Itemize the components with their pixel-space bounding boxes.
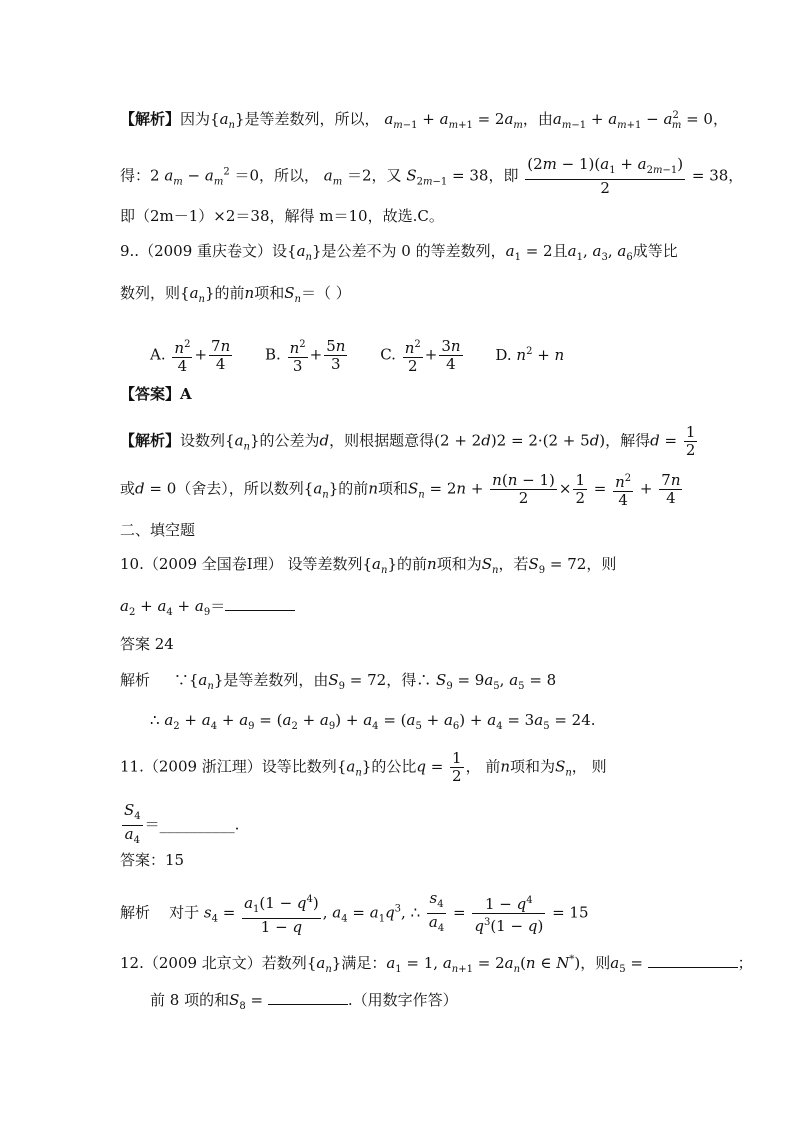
- answer-blank: [648, 953, 738, 968]
- q10-stem-line1: 10.（2009 全国卷Ⅰ理） 设等差数列$\{a_n\}$的前n项和为$S_n$，若$S_9 = 72$，则: [120, 555, 617, 576]
- q10-solution-line1: 解析 $\because\{a_n\}$是等差数列，由$S_9 = 72$，得∴ $S_9 = 9a_5$, $a_5 = 8$: [120, 671, 557, 692]
- solution-tag: 【解析】: [120, 110, 181, 128]
- solution-tag: 【解析】: [120, 431, 181, 450]
- q8-solution-line3: 即（2m－1）×2＝38，解得 m＝10，故选.C。: [120, 207, 444, 225]
- option-d: D. $n^2 + n$: [495, 345, 565, 364]
- q9-solution-line2: 或d = 0（舍去），所以数列$\{a_n\}$的前n项和$S_n = 2n$ + $\frac{n(n - 1)}{2}$ × $\frac{1}{2}$ = $\frac{n^2}{4}$ + $\frac{7n}{4}$: [120, 471, 681, 509]
- q11-solution: 解析 对于 $s_4$ = $\frac{a_1(1 - q^4)}{1 - q}$ , $a_4 = a_1q^3$, ∴ $\frac{s_4}{a_4}$ = $\frac{1 - q^4}{q^3(1 - q)}$ = 15: [120, 889, 589, 936]
- q10-solution-line2: ∴ $a_2 + a_4 + a_9 = (a_2 + a_9) + a_4 = (a_5 + a_6) + a_4 = 3a_5 = 24$.: [150, 711, 596, 732]
- fraction: $\frac{(2m - 1)(a_1 + a_{2m-1})}{2}$: [527, 155, 684, 197]
- q10-stem-line2: $a_2 + a_4 + a_9=$: [120, 596, 295, 623]
- q9-solution-line1: 【解析】设数列$\{a_n\}$的公差为d，则根据题意得(2 + 2d)2 = 2·(2 + 5d)，解得d = $\frac{1}{2}$: [120, 423, 696, 459]
- answer-blank: [268, 990, 348, 1005]
- q10-answer: 答案 24: [120, 635, 174, 653]
- q12-stem-line1: 12.（2009 北京文）若数列$\{a_n\}$满足：$a_1 = 1$, $a_{n+1} = 2a_n(n$ ∈ N*)，则$a_5$ = ；: [120, 954, 753, 975]
- section-heading: 二、填空题: [120, 521, 196, 539]
- q11-answer: 答案：15: [120, 851, 185, 869]
- solution-tag: 解析: [120, 671, 151, 689]
- answer-blank: [225, 596, 295, 611]
- q8-solution-line1: 【解析】因为$\{a_n\}$是等差数列，所以， $a_{m-1} + a_{m+1} = 2a_m$，由$a_{m-1} + a_{m+1} - a^2_m = 0$，: [120, 110, 728, 131]
- q12-stem-line2: 前 8 项的和$S_8$ = .（用数字作答）: [150, 991, 458, 1012]
- option-a: A. $\frac{n^2}{4}$ + $\frac{7n}{4}$: [150, 337, 231, 375]
- q9-stem-line2: 数列，则$\{a_n\}$的前n项和$S_n=$（ ）: [120, 284, 351, 305]
- q9-options: [150, 336, 590, 375]
- q9-answer: 【答案】A: [120, 385, 192, 403]
- option-c: C. $\frac{n^2}{2}$ + $\frac{3n}{4}$: [380, 337, 461, 375]
- q11-stem-line1: 11.（2009 浙江理）设等比数列$\{a_n\}$的公比q = $\frac{1}{2}$ ， 前n项和为$S_n$， 则: [120, 749, 607, 785]
- q11-stem-line2: $\frac{S_4}{a_4}$ ＝__________.: [124, 801, 240, 846]
- q8-solution-line2: 得：2 $a_m - a_m^2 =0$，所以， $a_m =2$，又 $S_{2m-1} = 38$，即 $\frac{(2m - 1)(a_1 + a_{2m-1})}{2}$ = 38，: [120, 155, 744, 197]
- q9-stem-line1: 9..（2009 重庆卷文）设$\{a_n\}$是公差不为 0 的等差数列，$a_1 = 2$且$a_1$, $a_3$, $a_6$成等比: [120, 242, 678, 263]
- option-b: B. $\frac{n^2}{3}$ + $\frac{5n}{3}$: [265, 337, 346, 375]
- solution-tag: 解析: [120, 903, 151, 922]
